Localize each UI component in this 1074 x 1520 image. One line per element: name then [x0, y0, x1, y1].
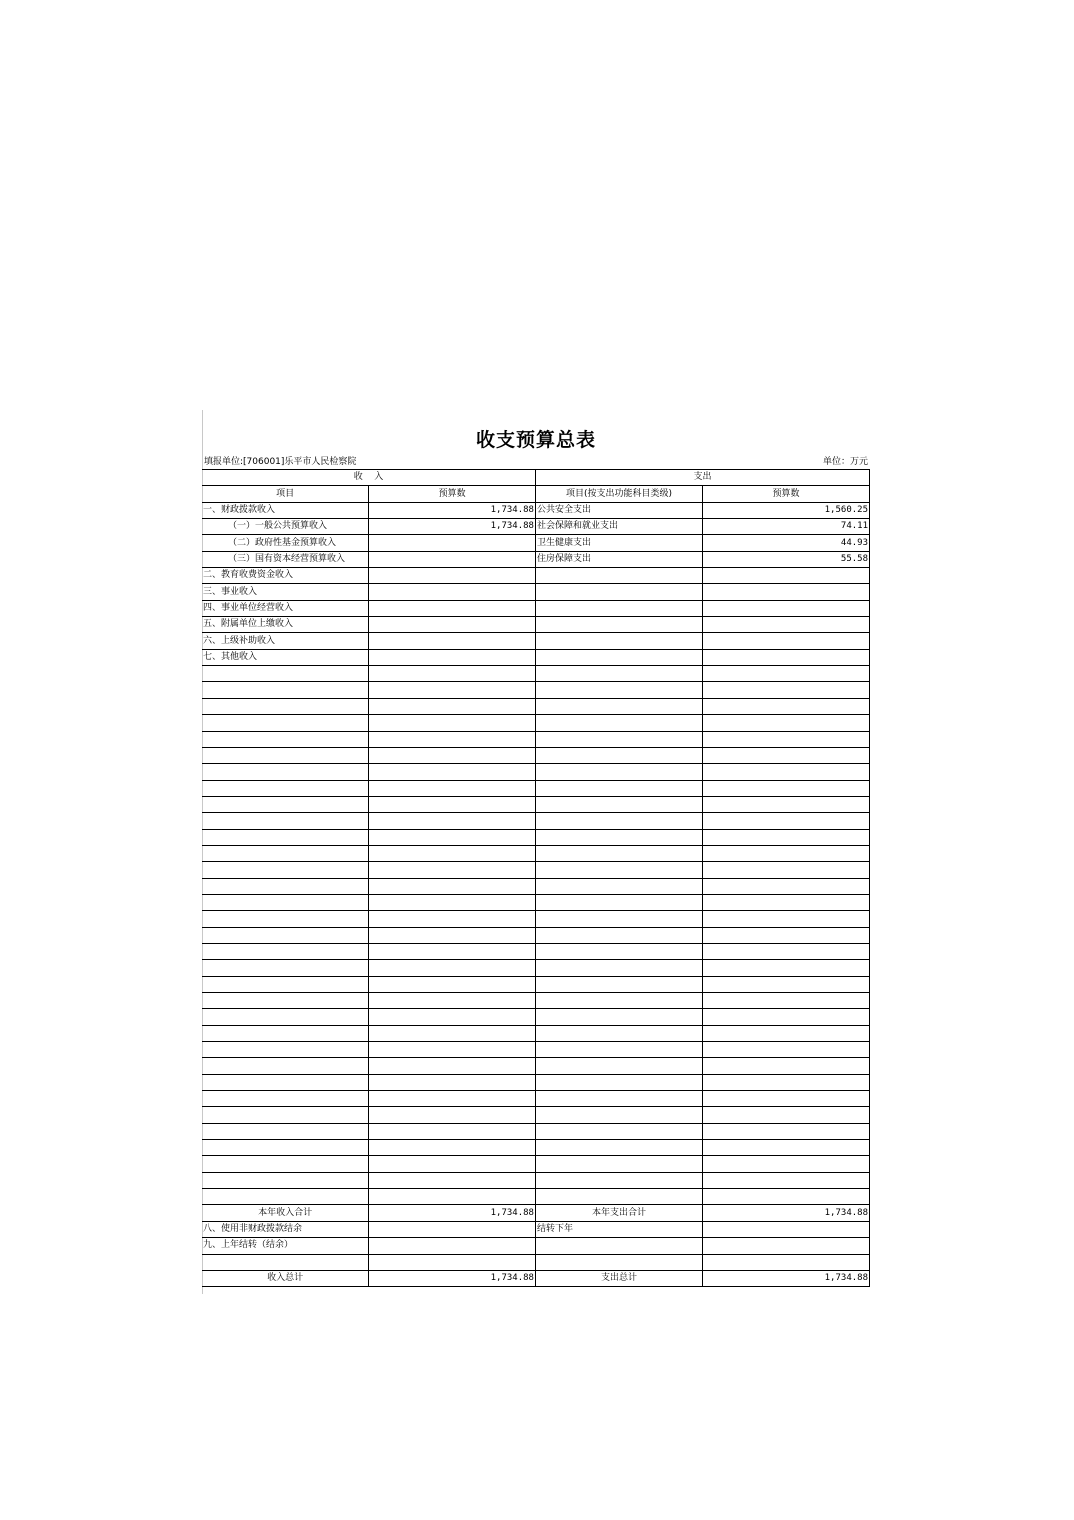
empty-row: [202, 1042, 870, 1058]
expense-item-cell: [535, 633, 702, 649]
income-amount-cell: [369, 551, 536, 567]
budget-sheet: [202, 410, 870, 1287]
extra-row: [202, 1238, 870, 1254]
empty-row: [202, 1123, 870, 1139]
empty-cell: [702, 1172, 869, 1188]
empty-cell: [202, 927, 369, 943]
empty-row: [202, 715, 870, 731]
empty-cell: [702, 1074, 869, 1090]
income-amount-cell: [369, 584, 536, 600]
empty-cell: [202, 1156, 369, 1172]
extra-expense-amount: [702, 1238, 869, 1254]
income-item-header: 项目: [202, 486, 369, 502]
empty-row: [202, 1189, 870, 1205]
empty-cell: [535, 747, 702, 763]
empty-cell: [535, 943, 702, 959]
empty-cell: [702, 829, 869, 845]
empty-cell: [535, 682, 702, 698]
year-income-total-label: 本年收入合计: [202, 1205, 369, 1221]
table-row: [202, 568, 870, 584]
expense-item-cell: [535, 617, 702, 633]
empty-row: [202, 829, 870, 845]
empty-cell: [702, 943, 869, 959]
empty-row: [202, 796, 870, 812]
table-row: [202, 649, 870, 665]
page-title: 收支预算总表: [475, 429, 596, 451]
empty-cell: [202, 1091, 369, 1107]
empty-cell: [202, 878, 369, 894]
empty-cell: [369, 1140, 536, 1156]
empty-cell: [535, 976, 702, 992]
empty-cell: [369, 960, 536, 976]
empty-cell: [535, 780, 702, 796]
empty-cell: [202, 1123, 369, 1139]
grand-expense-total-amount: 1,734.88: [702, 1270, 869, 1286]
empty-cell: [702, 747, 869, 763]
empty-cell: [202, 747, 369, 763]
extra-expense-item: [535, 1238, 702, 1254]
empty-cell: [535, 1172, 702, 1188]
grand-income-total-label: 收入总计: [202, 1270, 369, 1286]
empty-cell: [702, 993, 869, 1009]
empty-cell: [202, 1189, 369, 1205]
expense-item-cell: 住房保障支出: [535, 551, 702, 567]
empty-cell: [535, 1189, 702, 1205]
empty-cell: [369, 829, 536, 845]
empty-cell: [535, 796, 702, 812]
empty-cell: [202, 813, 369, 829]
empty-cell: [369, 1123, 536, 1139]
empty-cell: [202, 960, 369, 976]
empty-cell: [202, 1058, 369, 1074]
empty-cell: [369, 862, 536, 878]
empty-row: [202, 1009, 870, 1025]
empty-cell: [535, 862, 702, 878]
extra-income-item: 九、上年结转（结余）: [202, 1238, 369, 1254]
empty-cell: [202, 862, 369, 878]
empty-cell: [369, 796, 536, 812]
income-item-cell: （一）一般公共预算收入: [202, 519, 369, 535]
empty-row: [202, 1107, 870, 1123]
empty-cell: [202, 845, 369, 861]
empty-cell: [369, 780, 536, 796]
income-item-cell: 六、上级补助收入: [202, 633, 369, 649]
empty-cell: [369, 993, 536, 1009]
empty-cell: [202, 894, 369, 910]
empty-cell: [702, 1189, 869, 1205]
expense-item-cell: 卫生健康支出: [535, 535, 702, 551]
empty-cell: [702, 1091, 869, 1107]
empty-row: [202, 1058, 870, 1074]
empty-cell: [369, 698, 536, 714]
empty-row: [202, 747, 870, 763]
extra-expense-amount: [702, 1221, 869, 1237]
spacer-row: [202, 1254, 870, 1270]
empty-cell: [369, 764, 536, 780]
table-row: [202, 519, 870, 535]
empty-cell: [702, 911, 869, 927]
empty-cell: [702, 666, 869, 682]
empty-cell: [202, 911, 369, 927]
empty-cell: [202, 715, 369, 731]
empty-cell: [535, 698, 702, 714]
expense-amount-cell: 74.11: [702, 519, 869, 535]
empty-cell: [535, 993, 702, 1009]
empty-cell: [702, 862, 869, 878]
empty-cell: [702, 731, 869, 747]
empty-cell: [535, 1025, 702, 1041]
empty-cell: [702, 764, 869, 780]
empty-cell: [535, 1123, 702, 1139]
table-row: [202, 584, 870, 600]
empty-cell: [369, 747, 536, 763]
expense-amount-cell: 44.93: [702, 535, 869, 551]
empty-cell: [202, 943, 369, 959]
empty-row: [202, 698, 870, 714]
empty-row: [202, 1140, 870, 1156]
expense-item-cell: [535, 584, 702, 600]
income-group-header: 收 入: [202, 470, 535, 486]
empty-cell: [202, 1140, 369, 1156]
year-income-total-amount: 1,734.88: [369, 1205, 536, 1221]
income-amount-cell: [369, 649, 536, 665]
income-item-cell: （二）政府性基金预算收入: [202, 535, 369, 551]
empty-row: [202, 862, 870, 878]
expense-amount-cell: 55.58: [702, 551, 869, 567]
income-amount-cell: [369, 633, 536, 649]
empty-cell: [535, 927, 702, 943]
empty-cell: [369, 1189, 536, 1205]
empty-row: [202, 1091, 870, 1107]
extra-row: [202, 1221, 870, 1237]
empty-cell: [535, 878, 702, 894]
empty-cell: [535, 894, 702, 910]
expense-amount-cell: [702, 617, 869, 633]
empty-cell: [202, 1009, 369, 1025]
empty-cell: [702, 1156, 869, 1172]
empty-cell: [702, 1009, 869, 1025]
empty-cell: [702, 845, 869, 861]
empty-cell: [702, 960, 869, 976]
empty-cell: [702, 698, 869, 714]
expense-amount-header: 预算数: [702, 486, 869, 502]
empty-cell: [702, 715, 869, 731]
empty-cell: [702, 1025, 869, 1041]
income-amount-cell: [369, 568, 536, 584]
empty-cell: [202, 1042, 369, 1058]
expense-item-cell: [535, 568, 702, 584]
income-amount-cell: [369, 535, 536, 551]
empty-row: [202, 976, 870, 992]
income-item-cell: 二、教育收费资金收入: [202, 568, 369, 584]
empty-cell: [535, 1140, 702, 1156]
empty-cell: [369, 813, 536, 829]
empty-cell: [702, 780, 869, 796]
empty-cell: [202, 780, 369, 796]
empty-cell: [369, 976, 536, 992]
column-header-row: [202, 486, 870, 502]
expense-amount-cell: [702, 633, 869, 649]
empty-cell: [535, 1254, 702, 1270]
empty-cell: [202, 1025, 369, 1041]
table-row: [202, 600, 870, 616]
empty-cell: [202, 666, 369, 682]
empty-cell: [369, 943, 536, 959]
empty-row: [202, 780, 870, 796]
empty-row: [202, 911, 870, 927]
income-amount-cell: 1,734.88: [369, 519, 536, 535]
empty-cell: [535, 731, 702, 747]
empty-row: [202, 927, 870, 943]
income-item-cell: 一、财政拨款收入: [202, 502, 369, 518]
empty-cell: [202, 1172, 369, 1188]
expense-amount-cell: 1,560.25: [702, 502, 869, 518]
empty-row: [202, 1156, 870, 1172]
empty-cell: [702, 927, 869, 943]
empty-cell: [535, 1042, 702, 1058]
empty-row: [202, 1172, 870, 1188]
empty-row: [202, 878, 870, 894]
income-item-cell: 五、附属单位上缴收入: [202, 617, 369, 633]
empty-cell: [202, 698, 369, 714]
extra-expense-item: 结转下年: [535, 1221, 702, 1237]
empty-row: [202, 1074, 870, 1090]
table-row: [202, 535, 870, 551]
empty-row: [202, 943, 870, 959]
empty-cell: [702, 796, 869, 812]
grand-total-row: [202, 1270, 870, 1286]
empty-cell: [535, 1058, 702, 1074]
empty-cell: [202, 731, 369, 747]
empty-cell: [369, 1042, 536, 1058]
empty-cell: [369, 1172, 536, 1188]
empty-cell: [369, 1156, 536, 1172]
empty-cell: [369, 1009, 536, 1025]
empty-cell: [369, 1091, 536, 1107]
year-total-row: [202, 1205, 870, 1221]
empty-cell: [369, 878, 536, 894]
income-amount-cell: [369, 600, 536, 616]
empty-cell: [369, 731, 536, 747]
currency-unit: 单位：万元: [822, 457, 868, 467]
expense-group-header: 支出: [535, 470, 869, 486]
income-amount-cell: [369, 617, 536, 633]
empty-row: [202, 1025, 870, 1041]
empty-cell: [702, 894, 869, 910]
income-item-cell: （三）国有资本经营预算收入: [202, 551, 369, 567]
empty-cell: [702, 1107, 869, 1123]
expense-item-cell: [535, 600, 702, 616]
expense-item-cell: 公共安全支出: [535, 502, 702, 518]
empty-cell: [369, 1074, 536, 1090]
empty-row: [202, 960, 870, 976]
income-item-cell: 三、事业收入: [202, 584, 369, 600]
empty-row: [202, 894, 870, 910]
reporting-unit: 填报单位:[706001]乐平市人民检察院: [204, 457, 357, 467]
empty-cell: [535, 1091, 702, 1107]
empty-cell: [369, 715, 536, 731]
group-header-row: [202, 470, 870, 486]
income-item-cell: 七、其他收入: [202, 649, 369, 665]
income-amount-cell: 1,734.88: [369, 502, 536, 518]
empty-cell: [702, 682, 869, 698]
empty-cell: [202, 764, 369, 780]
empty-cell: [702, 1123, 869, 1139]
empty-cell: [202, 1074, 369, 1090]
year-expense-total-amount: 1,734.88: [702, 1205, 869, 1221]
empty-cell: [535, 829, 702, 845]
empty-row: [202, 666, 870, 682]
empty-cell: [202, 682, 369, 698]
extra-income-amount: [369, 1238, 536, 1254]
table-row: [202, 551, 870, 567]
empty-cell: [535, 764, 702, 780]
extra-income-item: 八、使用非财政拨款结余: [202, 1221, 369, 1237]
empty-cell: [702, 976, 869, 992]
empty-cell: [369, 666, 536, 682]
empty-row: [202, 764, 870, 780]
extra-income-amount: [369, 1221, 536, 1237]
income-amount-header: 预算数: [369, 486, 536, 502]
empty-cell: [369, 845, 536, 861]
expense-item-cell: 社会保障和就业支出: [535, 519, 702, 535]
empty-cell: [202, 1254, 369, 1270]
empty-cell: [702, 1042, 869, 1058]
empty-cell: [369, 1025, 536, 1041]
empty-cell: [369, 927, 536, 943]
table-row: [202, 633, 870, 649]
empty-cell: [535, 1074, 702, 1090]
empty-cell: [535, 813, 702, 829]
empty-cell: [535, 1009, 702, 1025]
grand-income-total-amount: 1,734.88: [369, 1270, 536, 1286]
empty-cell: [202, 1107, 369, 1123]
expense-amount-cell: [702, 584, 869, 600]
empty-cell: [369, 911, 536, 927]
empty-row: [202, 813, 870, 829]
empty-cell: [535, 960, 702, 976]
budget-table: [202, 469, 870, 1287]
empty-cell: [202, 796, 369, 812]
empty-cell: [369, 682, 536, 698]
empty-cell: [702, 813, 869, 829]
empty-row: [202, 682, 870, 698]
empty-cell: [369, 1058, 536, 1074]
table-row: [202, 502, 870, 518]
empty-cell: [202, 993, 369, 1009]
empty-row: [202, 993, 870, 1009]
empty-cell: [369, 894, 536, 910]
empty-cell: [535, 911, 702, 927]
empty-cell: [702, 1254, 869, 1270]
empty-cell: [535, 1156, 702, 1172]
expense-amount-cell: [702, 568, 869, 584]
empty-row: [202, 845, 870, 861]
expense-item-cell: [535, 649, 702, 665]
expense-item-header: 项目(按支出功能科目类级): [535, 486, 702, 502]
income-item-cell: 四、事业单位经营收入: [202, 600, 369, 616]
empty-cell: [535, 666, 702, 682]
empty-row: [202, 731, 870, 747]
empty-cell: [702, 1140, 869, 1156]
grand-expense-total-label: 支出总计: [535, 1270, 702, 1286]
empty-cell: [702, 878, 869, 894]
empty-cell: [369, 1107, 536, 1123]
empty-cell: [702, 1058, 869, 1074]
empty-cell: [535, 715, 702, 731]
expense-amount-cell: [702, 600, 869, 616]
empty-cell: [369, 1254, 536, 1270]
year-expense-total-label: 本年支出合计: [535, 1205, 702, 1221]
empty-cell: [202, 976, 369, 992]
table-row: [202, 617, 870, 633]
sheet-meta: [202, 456, 870, 469]
empty-cell: [535, 1107, 702, 1123]
empty-cell: [202, 829, 369, 845]
empty-cell: [535, 845, 702, 861]
expense-amount-cell: [702, 649, 869, 665]
